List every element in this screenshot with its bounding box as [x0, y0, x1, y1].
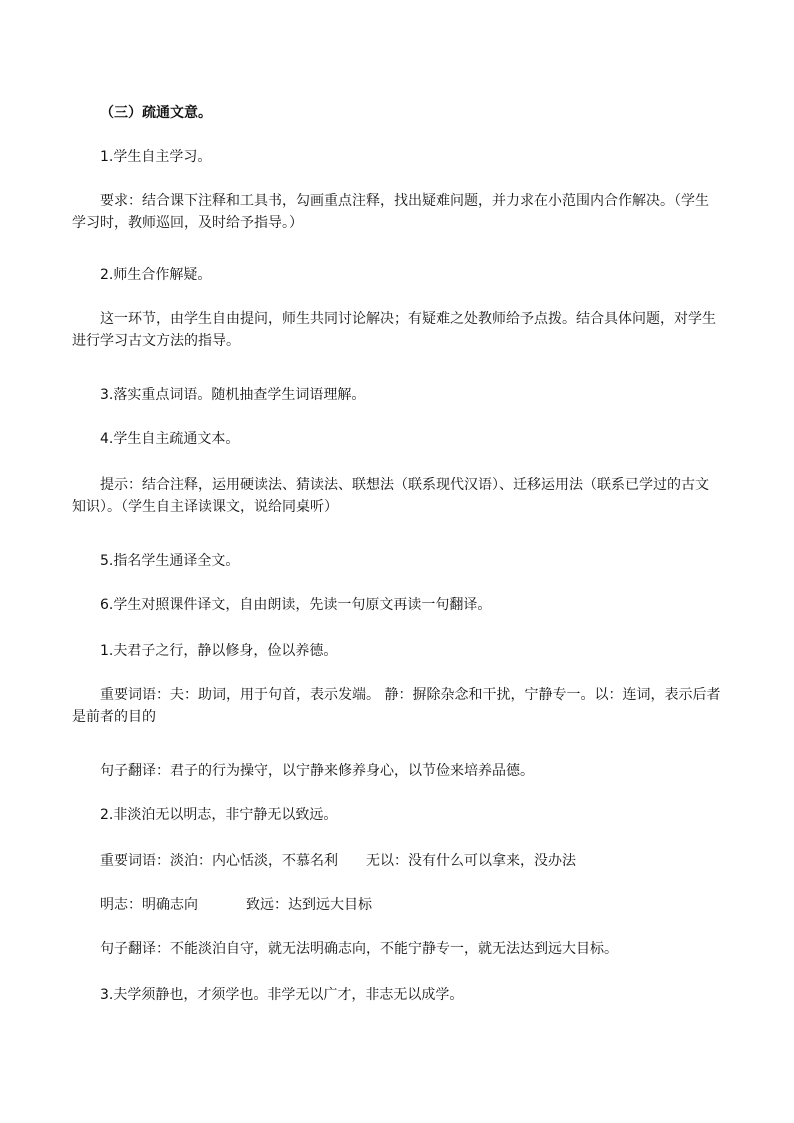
sentence-2-key-words-a: 重要词语：淡泊：内心恬淡，不慕名利 [100, 853, 338, 869]
sentence-2-key-words-d: 致远：达到远大目标 [246, 897, 372, 913]
step-4-hint: 提示：结合注释，运用硬读法、猜读法、联想法（联系现代汉语）、迁移运用法（联系已学过的古文知识）。（学生自主译读课文，说给同桌听） [72, 477, 709, 515]
sentence-2-key-words-c: 明志：明确志向 [100, 897, 198, 913]
sentence-2-translation: 句子翻译：不能淡泊自守，就无法明确志向，不能宁静专一，就无法达到远大目标。 [100, 941, 618, 957]
step-1: 1.学生自主学习。 [100, 149, 212, 165]
sentence-1-translation: 句子翻译：君子的行为操守，以宁静来修养身心，以节俭来培养品德。 [100, 763, 534, 779]
step-2-description: 这一环节，由学生自由提问，师生共同讨论解决；有疑难之处教师给予点拨。结合具体问题，对学生进行学习古文方法的指导。 [72, 311, 716, 349]
sentence-3: 3.夫学须静也，才须学也。非学无以广才，非志无以成学。 [100, 987, 464, 1003]
step-5: 5.指名学生通译全文。 [100, 553, 240, 569]
step-6: 6.学生对照课件译文，自由朗读，先读一句原文再读一句翻译。 [100, 597, 492, 613]
sentence-1-key-words: 重要词语：夫：助词，用于句首，表示发端。 静：摒除杂念和干扰，宁静专一。以：连词，表示后者是前者的目的 [72, 687, 721, 725]
sentence-1: 1.夫君子之行，静以修身，俭以养德。 [100, 643, 338, 659]
step-2: 2.师生合作解疑。 [100, 267, 212, 283]
sentence-2-key-words-b: 无以：没有什么可以拿来，没办法 [366, 853, 576, 869]
section-heading: （三）疏通文意。 [100, 105, 212, 121]
sentence-2: 2.非淡泊无以明志，非宁静无以致远。 [100, 807, 338, 823]
step-1-requirement: 要求：结合课下注释和工具书，勾画重点注释，找出疑难问题，并力求在小范围内合作解决。（学生学习时，教师巡回，及时给予指导。） [72, 193, 709, 231]
step-4: 4.学生自主疏通文本。 [100, 431, 240, 447]
step-3: 3.落实重点词语。随机抽查学生词语理解。 [100, 387, 366, 403]
